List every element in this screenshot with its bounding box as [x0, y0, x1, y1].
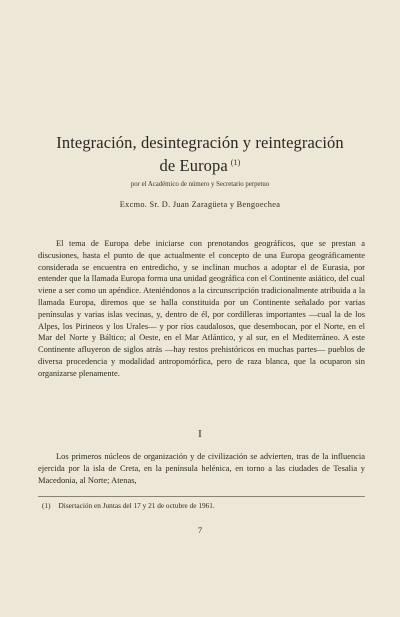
title-line-2-text: de Europa: [159, 156, 228, 175]
page-number: 7: [197, 525, 203, 535]
title-footnote-ref: (1): [230, 158, 241, 167]
footnote: [42, 501, 362, 510]
title-line-2: [0, 153, 400, 176]
byline: por el Académico de número y Secretario perpetuo: [130, 181, 270, 188]
footnote-text: Disertación en Juntas del 17 y 21 de octubre de 1961.: [58, 501, 215, 510]
footnote-number: (1): [42, 501, 51, 510]
author-name: Excmo. Sr. D. Juan Zaragüeta y Bengoechea: [119, 200, 281, 209]
document-title: [0, 133, 400, 176]
body-paragraph-1: El tema de Europa debe iniciarse con prenotandos geográficos, que se prestan a discusiones, hasta el punto de que actualmente el concepto de una Europa geográficamente considerada se encuentra en entredicho, y se inclinan muchos a adoptar el de Eurasia, por entender que la llamada Europa forma una unidad geográfica con el Continente asiático, del cual viene a ser como un apéndice. Ateniéndonos a la circunscripción tradicionalmente atribuida a la llamada Europa, diremos que se halla constituida por un Continente señalado por varias penínsulas y varias islas vecinas, y, dentro de él, por cordilleras importantes —cual la de los Alpes, los Pirineos y los Urales— y por ríos caudalosos, que desembocan, por el Norte, en el Mar del Norte y Báltico; al Oeste, en el Mar Atlántico, y al sur, en el Mediterráneo. A este Continente afluyeron de siglos atrás —hay restos prehistóricos en muchas partes— pueblos de diversa procedencia y modalidad antropomórfica, pero de raza blanca, que la ocuparon sin organizarse plenamente.: [38, 238, 365, 378]
footnote-divider: [38, 496, 365, 497]
section-number: I: [198, 428, 202, 440]
body-paragraph-2: Los primeros núcleos de organización y de civilización se advierten, tras de la influencia ejercida por la isla de Creta, en la península helénica, en torno a las ciudades de Tesalia y Macedonia, al Norte; Atenas,: [38, 451, 365, 485]
title-line-1: Integración, desintegración y reintegración: [56, 133, 344, 152]
